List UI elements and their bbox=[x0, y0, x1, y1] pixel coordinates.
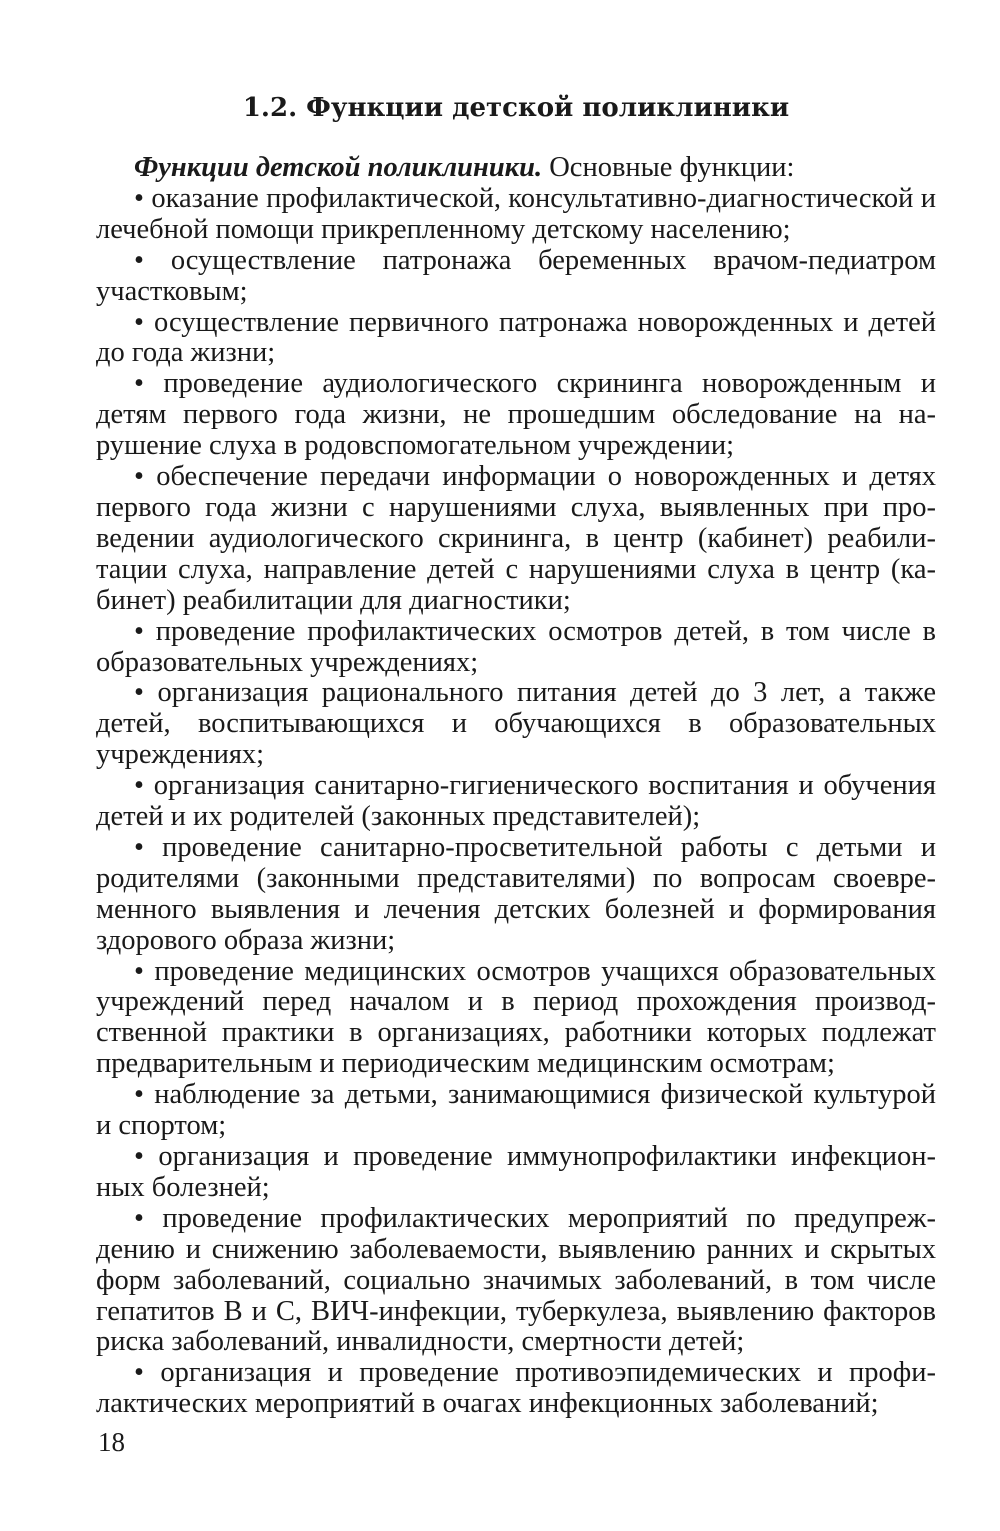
section-heading: 1.2. Функции детской поликлиники bbox=[242, 93, 790, 123]
list-item bbox=[96, 369, 936, 462]
list-item-text: проведение аудиологического скрининга новорожденным и детям первого года жизни, не прошедшим обследование на нарушение слуха в родовспомогательном учреждении; bbox=[96, 368, 936, 462]
bullet-marker: • bbox=[134, 955, 144, 987]
bullet-marker: • bbox=[134, 1141, 144, 1172]
list-item bbox=[96, 678, 936, 771]
bullet-marker: • bbox=[134, 461, 144, 493]
list-item bbox=[96, 833, 936, 957]
list-item bbox=[96, 1080, 936, 1142]
intro-rest: Основные функции: bbox=[542, 152, 795, 183]
bullet-marker: • bbox=[134, 1079, 144, 1111]
list-item-text: проведение медицинских осмотров учащихся образовательных учреждений перед началом и в период прохождения производственной практики в организациях, работники которых подлежат предварительным и периодическим медицинским осмотрам; bbox=[96, 955, 936, 1080]
section-body bbox=[96, 153, 936, 1420]
bullet-marker: • bbox=[134, 677, 144, 709]
bullet-marker: • bbox=[134, 1357, 144, 1389]
list-item bbox=[96, 246, 936, 308]
bullet-marker: • bbox=[134, 1202, 144, 1234]
list-item bbox=[96, 1142, 936, 1204]
bullet-marker: • bbox=[134, 244, 144, 276]
bullet-marker: • bbox=[134, 831, 144, 863]
list-item bbox=[96, 1204, 936, 1359]
list-item bbox=[96, 617, 936, 679]
list-item bbox=[96, 957, 936, 1081]
page-number: 18 bbox=[98, 1427, 125, 1457]
list-item-text: проведение санитарно-просветительной работы с детьми и родителями (законными представителями) по вопросам своевременного выявления и лечения детских болезней и формирования здорового образа жизни; bbox=[96, 831, 936, 956]
bullet-marker: • bbox=[134, 182, 144, 214]
list-item bbox=[96, 184, 936, 246]
list-item-text: наблюдение за детьми, занимающимися физической культурой и спортом; bbox=[96, 1079, 936, 1142]
bullet-marker: • bbox=[134, 770, 144, 802]
bullet-marker: • bbox=[134, 615, 144, 647]
bullet-marker: • bbox=[134, 306, 144, 338]
list-item-text: организация и проведение иммунопрофилактики инфекционных болезней; bbox=[96, 1141, 936, 1203]
list-item-text: осуществление патронажа беременных врачом-педиатром участковым; bbox=[96, 244, 936, 307]
list-item bbox=[96, 1358, 936, 1420]
list-item-text: проведение профилактических осмотров детей, в том числе в образовательных учреждениях; bbox=[96, 615, 936, 678]
list-item-text: обеспечение передачи информации о новорожденных и детях первого года жизни с нарушениями слуха, выявленных при проведении аудиологического скрининга, в центр (кабинет) реабилитации слуха, направление детей с нарушениями слуха в центр (кабинет) реабилитации для диагностики; bbox=[96, 461, 937, 616]
list-item-text: оказание профилактической, консультативно-диагностической и лечебной помощи прикрепленному детскому населению; bbox=[96, 182, 936, 245]
list-item-text: организация рационального питания детей до 3 лет, а также детей, воспитывающихся и обучающихся в образовательных учреждениях; bbox=[96, 677, 937, 771]
list-item bbox=[96, 771, 936, 833]
list-item-text: проведение профилактических мероприятий по предупреждению и снижению заболеваемости, выявлению ранних и скрытых форм заболеваний, социально значимых заболеваний, в том числе гепатитов В и С, ВИЧ-инфекции, туберкулеза, выявлению факторов риска заболеваний, инвалидности, смертности детей; bbox=[96, 1202, 936, 1358]
list-item bbox=[96, 308, 936, 370]
list-item-text: организация санитарно-гигиенического воспитания и обучения детей и их родителей (законных представителей); bbox=[96, 770, 937, 833]
list-item-text: организация и проведение противоэпидемических и профилактических мероприятий в очагах инфекционных заболеваний; bbox=[96, 1357, 936, 1420]
list-item bbox=[96, 462, 936, 617]
intro-lead: Функции детской поликлиники. bbox=[134, 152, 543, 183]
intro-paragraph bbox=[96, 153, 936, 184]
list-item-text: осуществление первичного патронажа новорожденных и детей до года жизни; bbox=[96, 306, 936, 369]
bullet-marker: • bbox=[134, 368, 144, 400]
